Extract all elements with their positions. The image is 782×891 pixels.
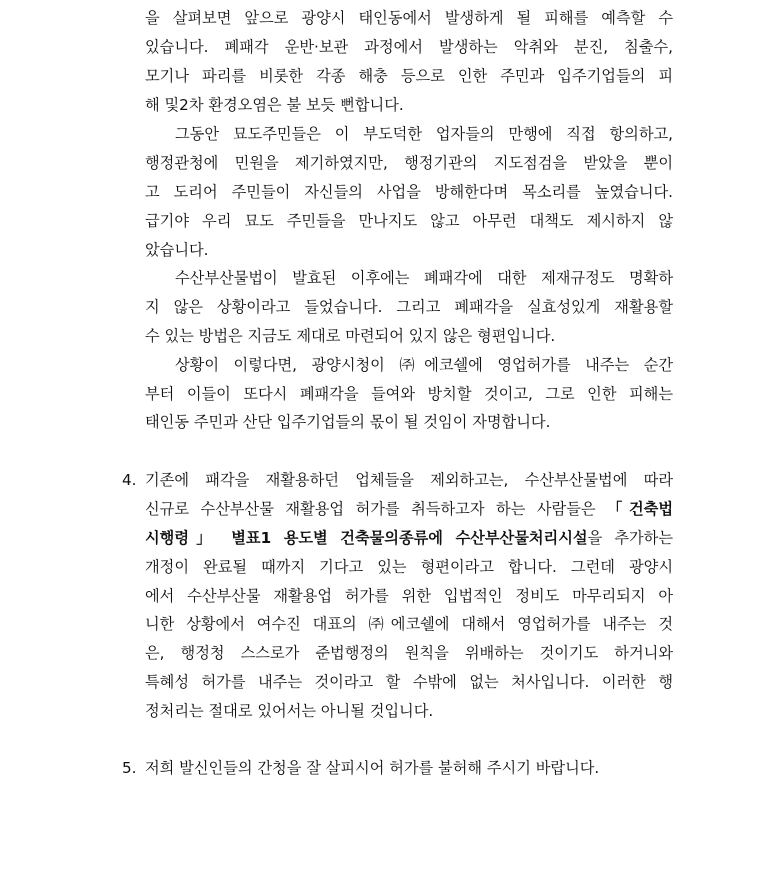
paragraph-line: 해 및2차 환경오염은 불 보듯 뻔합니다.	[145, 96, 404, 114]
paragraph-line: 상황이 이렇다면, 광양시청이 ㈜에코쉘에 영업허가를 내주는 순간	[175, 356, 673, 374]
item-line: 은, 행정청 스스로가 준법행정의 원칙을 위배하는 것이기도 하거니와	[145, 644, 673, 662]
item-text: 을 추가하는	[587, 529, 674, 547]
paragraph-line: 부터 이들이 또다시 폐패각을 들여와 방치할 것이고, 그로 인한 피해는	[145, 385, 673, 403]
paragraph-line: 모기나 파리를 비롯한 각종 해충 등으로 인한 주민과 입주기업들의 피	[145, 67, 673, 85]
item-line: 에서 수산부산물 재활용업 허가를 위한 입법적인 정비도 마무리되지 아	[145, 587, 673, 605]
paragraph-line: 수 있는 방법은 지금도 제대로 마련되어 있지 않은 형편입니다.	[145, 327, 556, 345]
paragraph-line: 태인동 주민과 산단 입주기업들의 몫이 될 것임이 자명합니다.	[145, 413, 551, 431]
paragraph-line: 을 살펴보면 앞으로 광양시 태인동에서 발생하게 될 피해를 예측할 수	[145, 9, 673, 27]
paragraph-line: 았습니다.	[145, 241, 209, 259]
item-line	[145, 499, 673, 519]
law-reference-bold: 시행령」 별표1 용도별 건축물의종류에 수산부산물처리시설	[145, 529, 588, 547]
item-line: 개정이 완료될 때까지 기다고 있는 형편이라고 합니다. 그런데 광양시	[145, 558, 673, 576]
item-line: 특혜성 허가를 내주는 것이라고 할 수밖에 없는 처사입니다. 이러한 행	[145, 673, 673, 691]
item-line: 저희 발신인들의 간청을 잘 살피시어 허가를 불허해 주시기 바랍니다.	[145, 759, 600, 777]
item-line	[145, 528, 673, 548]
paragraph-line: 그동안 묘도주민들은 이 부도덕한 업자들의 만행에 직접 항의하고,	[175, 125, 673, 143]
item-line: 니한 상황에서 여수진 대표의 ㈜에코쉘에 대해서 영업허가를 내주는 것	[145, 615, 673, 633]
paragraph-line: 고 도리어 주민들이 자신들의 사업을 방해한다며 목소리를 높였습니다.	[145, 183, 673, 201]
paragraph-line: 수산부산물법이 발효된 이후에는 폐패각에 대한 제재규정도 명확하	[175, 269, 673, 287]
item-number: 4.	[122, 471, 137, 489]
item-text: 신규로 수산부산물 재활용업 허가를 취득하고자 하는 사람들은	[145, 500, 608, 518]
paragraph-line: 지 않은 상황이라고 들었습니다. 그리고 폐패각을 실효성있게 재활용할	[145, 298, 673, 316]
item-line: 정처리는 절대로 있어서는 아니될 것입니다.	[145, 702, 434, 720]
item-number: 5.	[122, 759, 137, 777]
law-reference-bold: 「건축법	[607, 500, 674, 518]
paragraph-line: 행정관청에 민원을 제기하였지만, 행정기관의 지도점검을 받았을 뿐이	[145, 154, 673, 172]
item-line: 기존에 패각을 재활용하던 업체들을 제외하고는, 수산부산물법에 따라	[145, 471, 673, 489]
paragraph-line: 급기야 우리 묘도 주민들을 만나지도 않고 아무런 대책도 제시하지 않	[145, 212, 673, 230]
paragraph-line: 있습니다. 폐패각 운반·보관 과정에서 발생하는 악취와 분진, 침출수,	[145, 38, 673, 56]
